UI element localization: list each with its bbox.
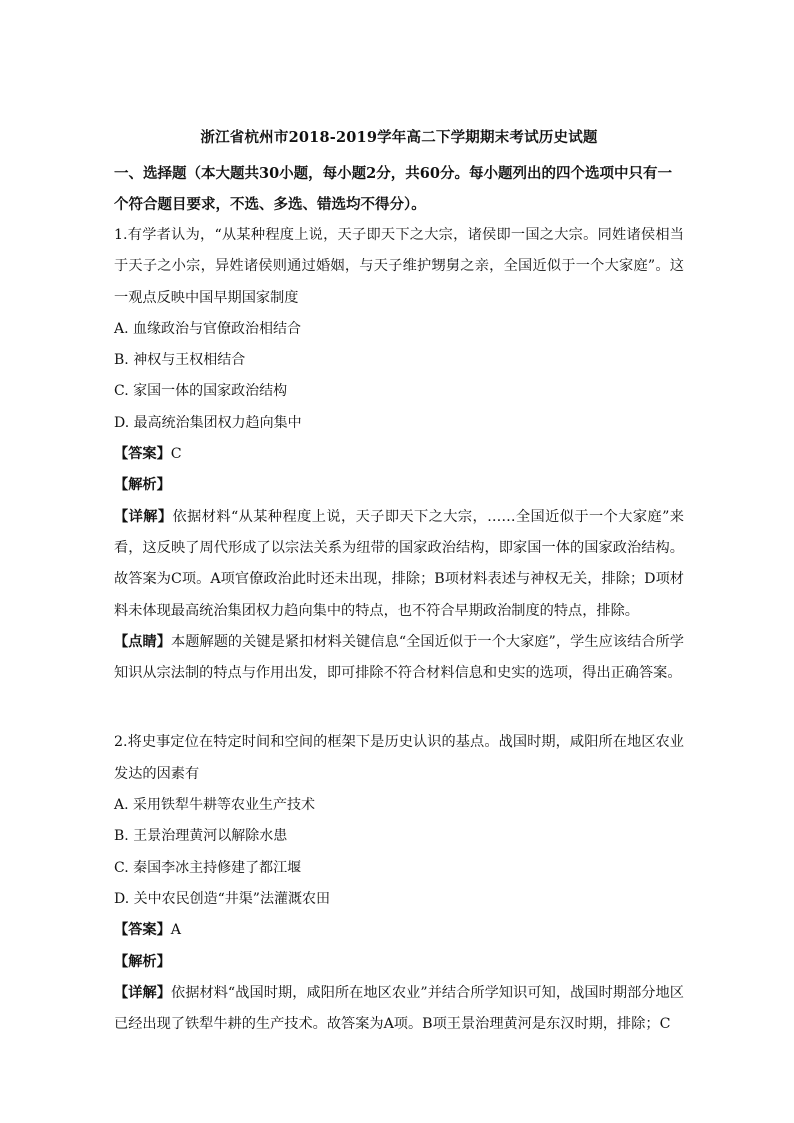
question-2-detail	[114, 978, 684, 1041]
answer-value: C	[170, 446, 182, 463]
question-2-option-a: A. 采用铁犁牛耕等农业生产技术	[114, 797, 316, 814]
document-title: 浙江省杭州市2018-2019学年高二下学期期末考试历史试题	[200, 129, 598, 146]
question-2-option-d: D. 关中农民创造“井渠”法灌溉农田	[114, 890, 330, 907]
question-1-stem: 1.有学者认为，“从某种程度上说，天子即天下之大宗，诸侯即一国之大宗。同姓诸侯相当于天子之小宗，异姓诸侯则通过婚姻，与天子维护甥舅之亲，全国近似于一个大家庭”。这一观点反映中国早期国家制度	[114, 227, 684, 306]
exam-page	[114, 128, 684, 1040]
detail-text: 依据材料“从某种程度上说，天子即天下之大宗，……全国近似于一个大家庭”来看，这反映了周代形成了以宗法关系为纽带的国家政治结构，即家国一体的国家政治结构。故答案为C项。A项官僚政治此时还未出现，排除；B项材料表述与神权无关，排除；D项材料未体现最高统治集团权力趋向集中的特点，也不符合早期政治制度的特点，排除。	[114, 508, 684, 619]
detail-tag: 【详解】	[114, 508, 173, 525]
question-1-option-a: A. 血缘政治与官僚政治相结合	[114, 320, 302, 337]
question-1-detail	[114, 502, 684, 627]
question-2-stem: 2.将史事定位在特定时间和空间的框架下是历史认识的基点。战国时期，咸阳所在地区农业发达的因素有	[114, 734, 684, 782]
question-2-analysis-tag: 【解析】	[114, 953, 171, 970]
question-1-option-c: C. 家国一体的国家政治结构	[114, 383, 288, 400]
question-1-analysis-tag: 【解析】	[114, 477, 171, 494]
question-1-comment	[114, 627, 684, 690]
detail-text: 依据材料“战国时期，咸阳所在地区农业”并结合所学知识可知，战国时期部分地区已经出现了铁犁牛耕的生产技术。故答案为A项。B项王景治理黄河是东汉时期，排除；C	[114, 984, 684, 1033]
question-1	[114, 220, 684, 689]
section-heading: 一、选择题（本大题共30小题，每小题2分，共60分。每小题列出的四个选项中只有一个符合题目要求，不选、多选、错选均不得分）。	[114, 165, 672, 213]
question-2-option-c: C. 秦国李冰主持修建了都江堰	[114, 859, 302, 876]
answer-tag: 【答案】	[114, 446, 171, 463]
question-2-answer	[114, 915, 684, 946]
question-1-option-d: D. 最高统治集团权力趋向集中	[114, 414, 302, 431]
question-2	[114, 727, 684, 1040]
question-1-option-b: B. 神权与王权相结合	[114, 352, 246, 369]
comment-tag: 【点睛】	[114, 633, 171, 650]
answer-value: A	[170, 922, 182, 939]
answer-tag: 【答案】	[114, 922, 171, 939]
question-2-option-b: B. 王景治理黄河以解除水患	[114, 828, 288, 845]
comment-text: 本题解题的关键是紧扣材料关键信息“全国近似于一个大家庭”，学生应该结合所学知识从宗法制的特点与作用出发，即可排除不符合材料信息和史实的选项，得出正确答案。	[114, 633, 684, 682]
detail-tag: 【详解】	[114, 984, 171, 1001]
question-1-answer	[114, 439, 684, 470]
question-gap	[114, 689, 684, 727]
